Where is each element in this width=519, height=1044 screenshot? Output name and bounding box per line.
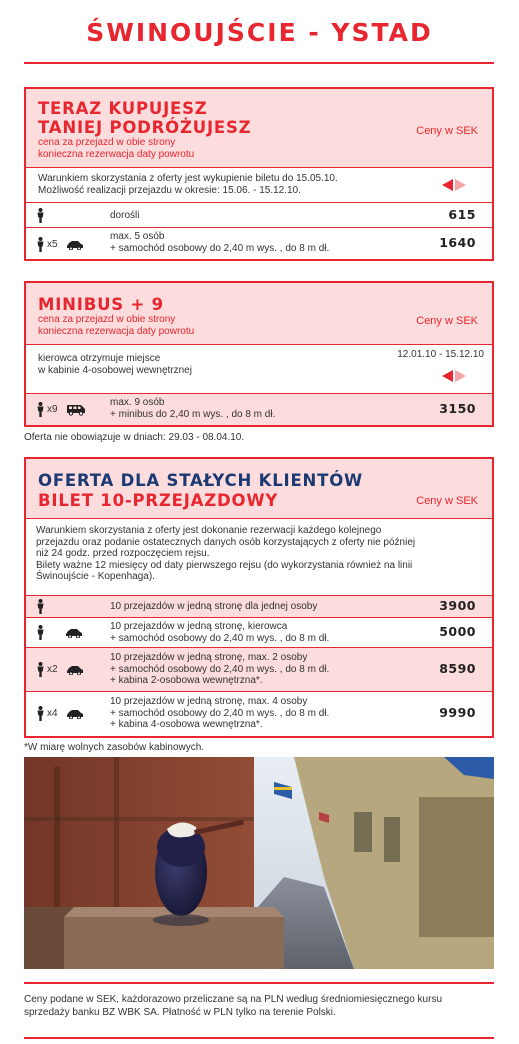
row-description [110, 231, 329, 254]
cabin-availability-note: *W miarę wolnych zasobów kabinowych. [24, 742, 205, 753]
row-description-line1: 10 przejazdów w jedną stronę, max. 2 osoby [110, 652, 308, 663]
footer-divider-top [24, 982, 494, 984]
arrow-left-icon [442, 370, 453, 382]
row-description [110, 621, 329, 644]
price-row-4-persons [26, 692, 492, 736]
price-row-minibus [26, 394, 492, 425]
offer-subtitle-line1: cena za przejazd w obie strony [38, 137, 176, 148]
offer-title-line2: BILET 10-PRZEJAZDOWY [38, 491, 279, 510]
person-icon [36, 625, 45, 640]
minibus-note: Oferta nie obowiązuje w dniach: 29.03 - 08.04.10. [24, 432, 245, 443]
footer-line1: Ceny podane w SEK, każdorazowo przeliczane są na PLN według średniomiesięcznego kursu [24, 994, 443, 1005]
offer-box-teraz-kupujesz [24, 87, 494, 261]
row-description-line1: max. 5 osób [110, 231, 165, 242]
conditions-line2: w kabinie 4-osobowej wewnętrznej [38, 364, 192, 376]
offer-box-10-rides [24, 457, 494, 738]
prices-currency-label: Ceny w SEK [416, 495, 478, 507]
arrow-icons [442, 179, 466, 191]
footer-divider-bottom [24, 1037, 494, 1039]
row-description-line1: 10 przejazdów w jedną stronę, kierowca [110, 621, 288, 632]
page-title: ŚWINOUJŚCIE - YSTAD [86, 18, 433, 47]
offer-header [26, 459, 492, 519]
row-icons [36, 208, 45, 223]
footer-note [24, 994, 494, 1019]
street-photo [24, 757, 494, 969]
conditions-line1: kierowca otrzymuje miejsce [38, 353, 161, 364]
person-icon [36, 662, 45, 677]
row-description-line3: + kabina 2-osobowa wewnętrzna*. [110, 675, 263, 686]
offer-title-line1: OFERTA DLA STAŁYCH KLIENTÓW [38, 471, 364, 490]
row-description [110, 696, 329, 731]
offer-header [26, 283, 492, 345]
car-icon [66, 240, 84, 250]
offer-title: MINIBUS + 9 [38, 295, 164, 314]
offer-header [26, 89, 492, 168]
price-row-driver-car [26, 618, 492, 648]
arrow-right-icon [455, 370, 466, 382]
person-icon [36, 208, 45, 223]
row-price: 8590 [439, 661, 476, 676]
price-row-2-persons [26, 648, 492, 692]
prices-currency-label: Ceny w SEK [416, 125, 478, 137]
row-price: 615 [448, 207, 476, 222]
person-icon [36, 706, 45, 721]
conditions-line5: Świnoujście - Kopenhaga). [36, 571, 155, 582]
row-price: 3900 [439, 598, 476, 613]
row-icons [36, 402, 86, 417]
row-description-line3: + kabina 4-osobowa wewnętrzna*. [110, 719, 263, 730]
offer-conditions [26, 168, 492, 203]
row-icons [36, 237, 84, 252]
validity-dates: 12.01.10 - 15.12.10 [397, 349, 484, 360]
conditions-line4: Bilety ważne 12 miesięcy od daty pierwszego rejsu (do wykorzystania również na linii [36, 559, 413, 571]
offer-box-minibus [24, 281, 494, 427]
conditions-line1: Warunkiem skorzystania z oferty jest wykupienie biletu do 15.05.10. [38, 173, 338, 184]
conditions-line2: przejazdu oraz podanie ostatecznych danych osób korzystających z oferty nie później [36, 536, 416, 548]
row-price: 9990 [439, 705, 476, 720]
offer-conditions [26, 519, 492, 596]
price-row-single [26, 596, 492, 618]
street-photo-illustration [24, 757, 494, 969]
row-price: 1640 [439, 235, 476, 250]
row-icons [36, 706, 84, 721]
arrow-right-icon [455, 179, 466, 191]
person-icon [36, 402, 45, 417]
offer-subtitle-line2: konieczna rezerwacja daty powrotu [38, 148, 195, 160]
row-description [110, 652, 329, 687]
conditions-line2: Możliwość realizacji przejazdu w okresie: 15.06. - 15.12.10. [38, 184, 301, 196]
arrow-icons [442, 370, 466, 382]
person-icon [36, 237, 45, 252]
row-icons [36, 662, 84, 677]
offer-title-line1: TERAZ KUPUJESZ [38, 99, 208, 118]
conditions-line3: niż 24 godz. przed rozpoczęciem rejsu. [36, 548, 210, 559]
offer-subtitle-line2: konieczna rezerwacja daty powrotu [38, 325, 195, 337]
car-icon [66, 665, 84, 675]
row-description-line2: + samochód osobowy do 2,40 m wys. , do 8 m dł. [110, 663, 330, 675]
row-description-line1: 10 przejazdów w jedną stronę, max. 4 osoby [110, 696, 308, 707]
price-row-car-5 [26, 228, 492, 259]
row-price: 5000 [439, 624, 476, 639]
prices-currency-label: Ceny w SEK [416, 315, 478, 327]
conditions-line1: Warunkiem skorzystania z oferty jest dokonanie rezerwacji każdego kolejnego [36, 525, 382, 536]
row-description-line2: + minibus do 2,40 m wys. , do 8 m dł. [110, 408, 276, 420]
row-icons [36, 599, 45, 614]
row-description-line1: max. 9 osób [110, 397, 165, 408]
offer-conditions [26, 345, 492, 394]
row-description: dorośli [110, 210, 140, 221]
title-divider [24, 62, 494, 64]
footer-line2: sprzedaży banku BZ WBK SA. Płatność w PLN tylko na terenie Polski. [24, 1006, 336, 1018]
person-multiplier: x2 [47, 663, 58, 675]
row-description [110, 397, 275, 420]
car-icon [66, 709, 84, 719]
row-description: 10 przejazdów w jedną stronę dla jednej osoby [110, 601, 318, 612]
offer-subtitle-line1: cena za przejazd w obie strony [38, 314, 176, 325]
person-multiplier: x5 [47, 238, 58, 250]
row-description-line2: + samochód osobowy do 2,40 m wys. , do 8 m dł. [110, 242, 330, 254]
row-description-line2: + samochód osobowy do 2,40 m wys. , do 8 m dł. [110, 632, 330, 644]
row-description-line2: + samochód osobowy do 2,40 m wys. , do 8 m dł. [110, 707, 330, 719]
person-multiplier: x9 [47, 403, 58, 415]
car-icon [65, 628, 83, 638]
price-row-adults [26, 203, 492, 228]
person-icon [36, 599, 45, 614]
row-icons [36, 625, 83, 640]
person-multiplier: x4 [47, 707, 58, 719]
minibus-icon [66, 404, 86, 416]
row-price: 3150 [439, 401, 476, 416]
arrow-left-icon [442, 179, 453, 191]
offer-title-line2: TANIEJ PODRÓŻUJESZ [38, 118, 252, 137]
